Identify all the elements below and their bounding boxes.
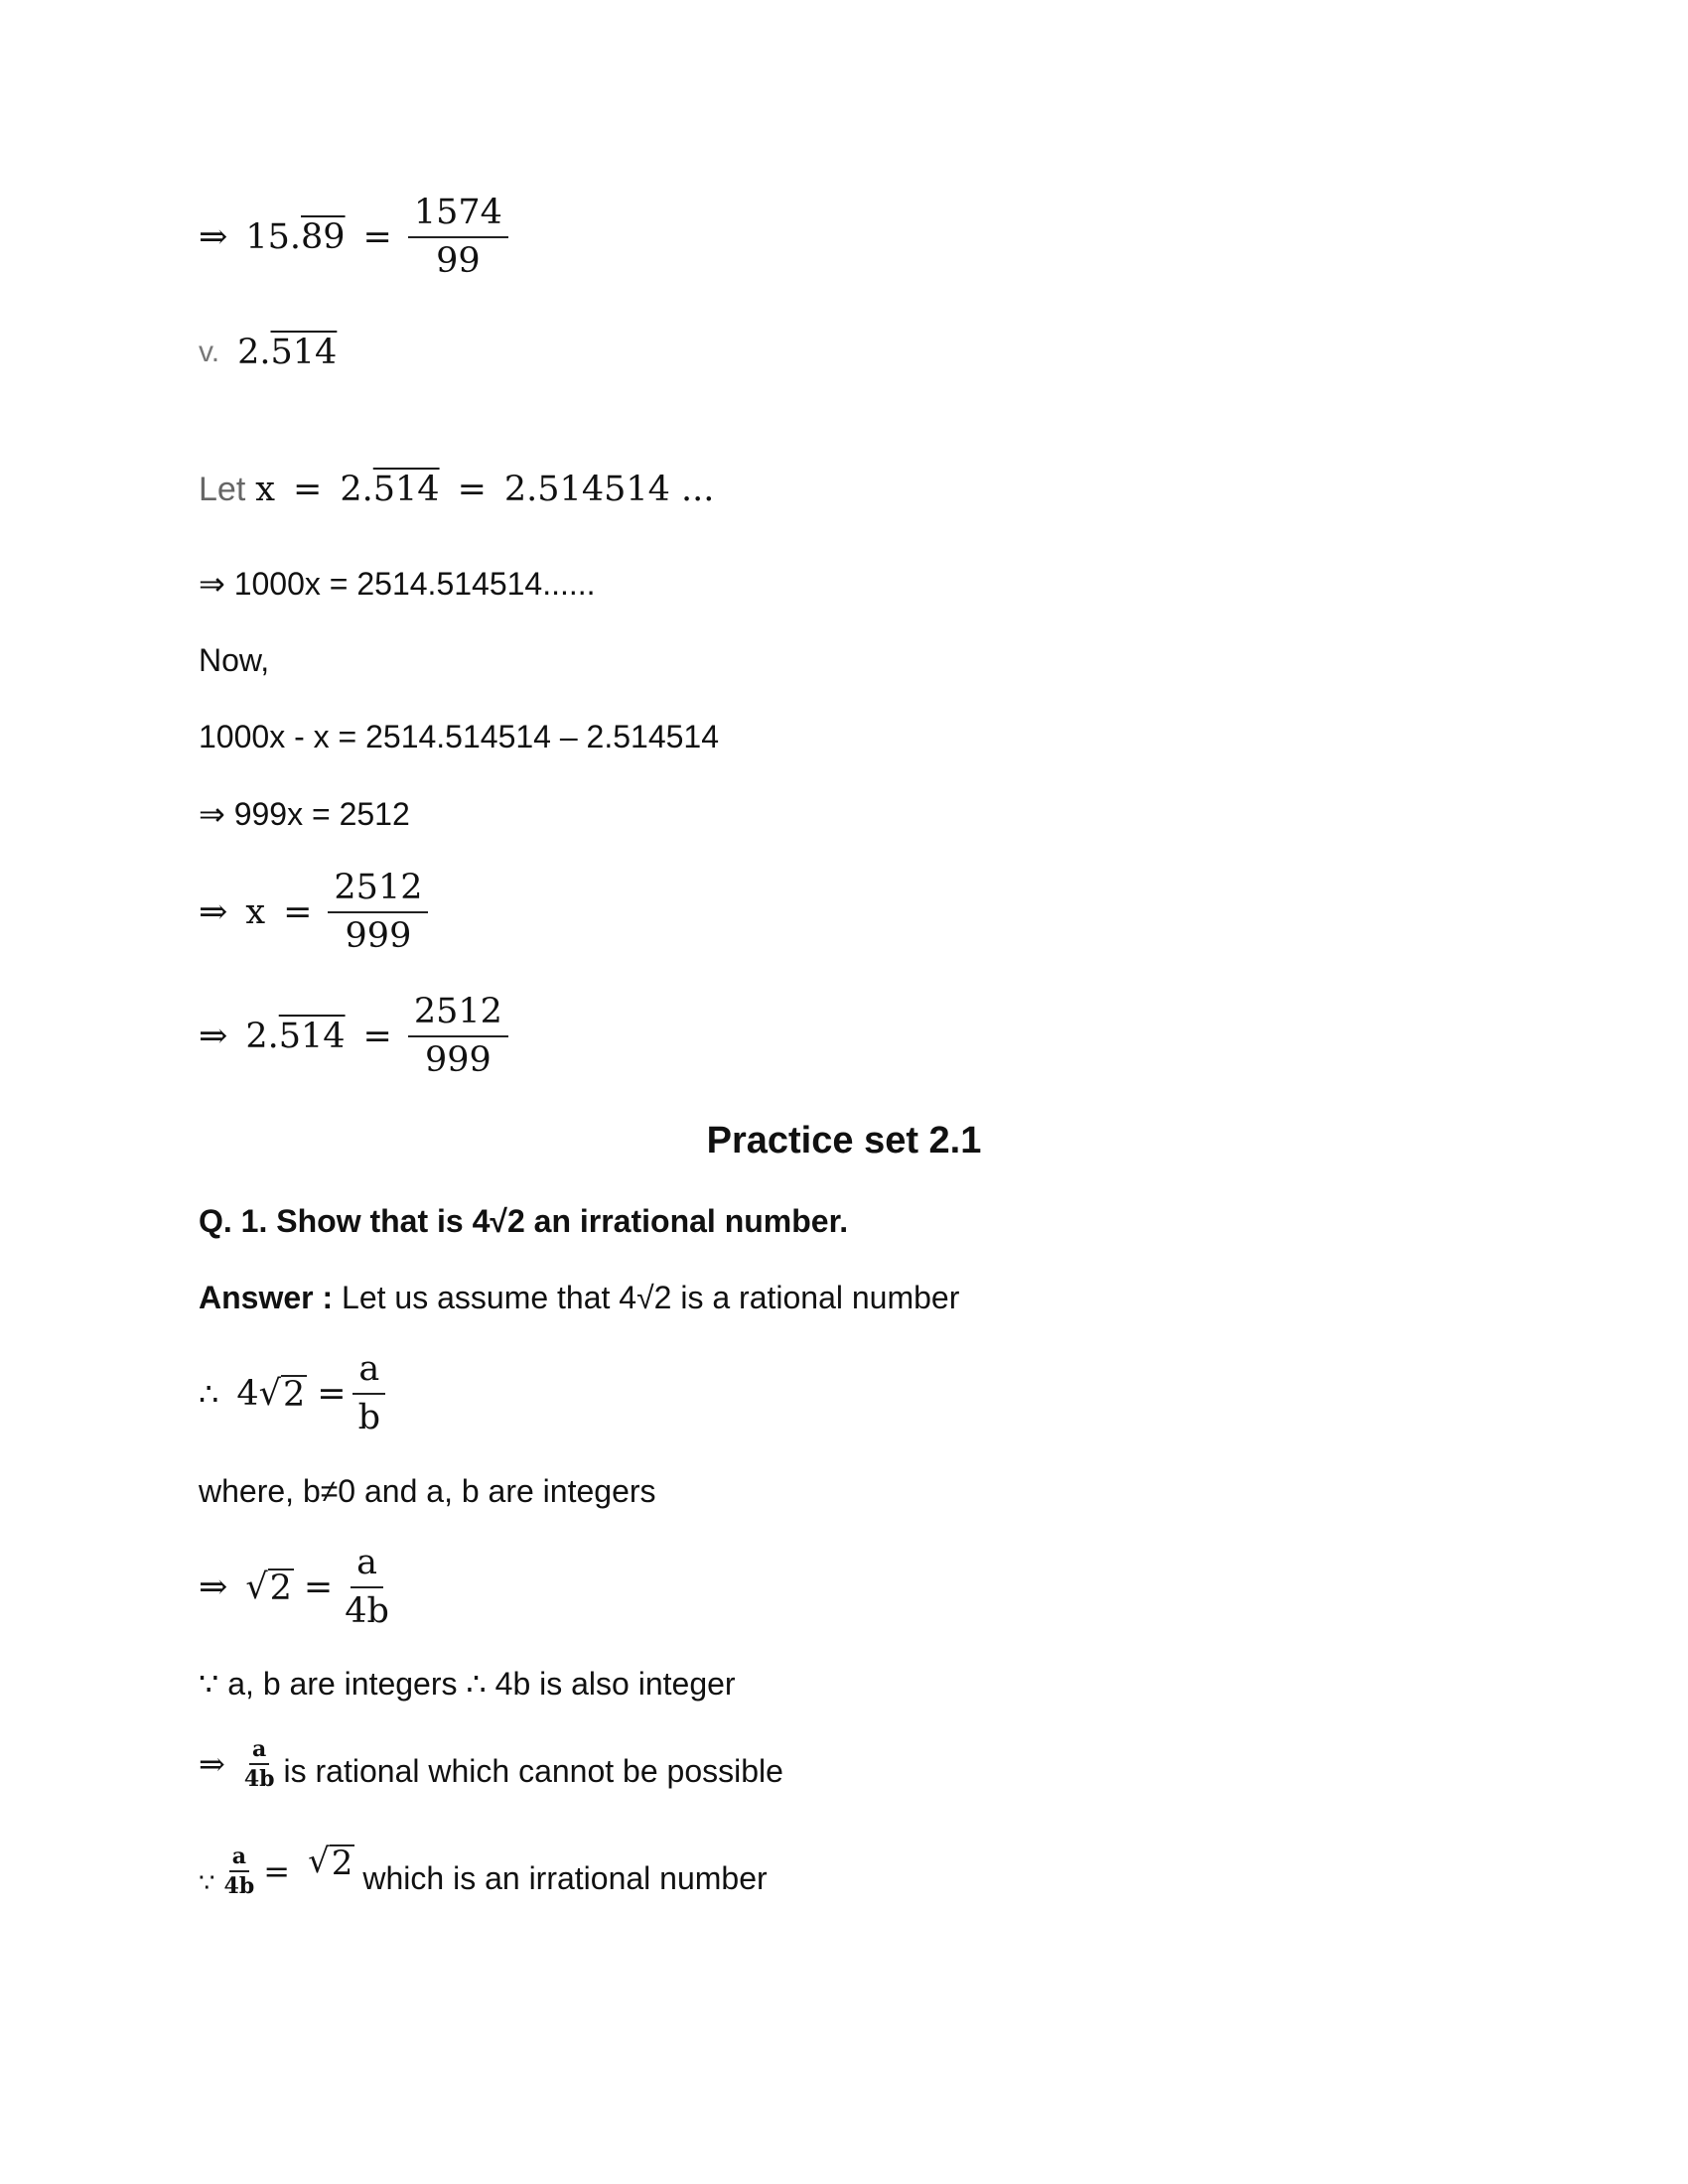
practice-set-heading: Practice set 2.1 xyxy=(706,1120,982,1161)
repeating-digits: 514 xyxy=(270,333,338,372)
implies-arrow: ⇒ xyxy=(199,1567,228,1607)
implies-arrow: ⇒ xyxy=(199,1745,225,1784)
fraction xyxy=(352,1350,386,1436)
denominator: 999 xyxy=(425,1039,492,1080)
fraction xyxy=(328,869,428,955)
step-irrational xyxy=(199,1844,768,1898)
now-text: Now, xyxy=(199,642,270,678)
step-4root2 xyxy=(199,1350,392,1436)
fraction xyxy=(221,1844,258,1898)
since-text: ∵ a, b are integers ∴ 4b is also integer xyxy=(199,1666,736,1702)
denominator: 4b xyxy=(243,1766,275,1793)
integer-part: 2. xyxy=(245,1016,279,1056)
equation-x xyxy=(199,869,434,955)
equals-sign: = xyxy=(263,1852,291,1891)
answer-label: Answer : xyxy=(199,1280,334,1315)
implies-arrow: ⇒ xyxy=(199,891,228,932)
variable-x: x xyxy=(255,470,276,509)
radical-sign: √ xyxy=(258,1373,281,1414)
integer-part: 2. xyxy=(237,333,271,372)
step-999x: ⇒ 999x = 2512 xyxy=(199,796,410,832)
equation-result xyxy=(199,993,514,1079)
let-word: Let xyxy=(199,470,246,508)
fraction xyxy=(339,1544,395,1630)
fraction xyxy=(408,993,508,1079)
equation-15-89 xyxy=(199,194,514,280)
radical-sign: √ xyxy=(245,1567,268,1607)
step-root2 xyxy=(199,1544,401,1630)
equals-sign: = xyxy=(293,470,323,509)
integer-part: 2. xyxy=(340,470,373,509)
where-text: where, b≠0 and a, b are integers xyxy=(199,1473,656,1509)
implies-arrow: ⇒ xyxy=(199,1016,228,1056)
equals-sign: = xyxy=(303,1567,334,1607)
denominator: b xyxy=(357,1397,380,1437)
radicand: 2 xyxy=(269,1568,292,1608)
radicand: 2 xyxy=(331,1843,353,1883)
radical-sign: √ xyxy=(308,1842,330,1882)
expanded-value: 2.514514 ... xyxy=(503,470,715,509)
denominator: 999 xyxy=(345,915,412,956)
equals-sign: = xyxy=(317,1373,347,1414)
denominator: 4b xyxy=(223,1873,255,1900)
denominator: 4b xyxy=(345,1590,389,1631)
equals-sign: = xyxy=(362,216,392,257)
subtraction-step: 1000x - x = 2514.514514 – 2.514514 xyxy=(199,719,719,754)
question-1: Q. 1. Show that is 4√2 an irrational number. xyxy=(199,1203,849,1239)
fraction xyxy=(408,194,508,280)
equals-sign: = xyxy=(283,891,313,932)
step-rational xyxy=(199,1737,783,1791)
roman-numeral: v. xyxy=(199,336,220,368)
numerator: 2512 xyxy=(328,869,428,913)
therefore-symbol: ∴ xyxy=(199,1374,219,1413)
numerator: 1574 xyxy=(408,194,508,238)
numerator: a xyxy=(351,1544,383,1588)
implies-arrow: ⇒ xyxy=(199,216,228,257)
coefficient: 4 xyxy=(236,1373,259,1414)
rational-text: is rational which cannot be possible xyxy=(283,1753,783,1790)
numerator: a xyxy=(352,1350,385,1395)
equals-sign-2: = xyxy=(457,470,487,509)
integer-part: 15. xyxy=(245,216,301,257)
numerator: a xyxy=(229,1844,249,1872)
square-root xyxy=(259,1374,308,1414)
let-statement xyxy=(199,470,714,509)
variable-x: x xyxy=(245,891,266,932)
answer-line xyxy=(199,1278,959,1317)
repeating-digits: 514 xyxy=(278,1016,346,1056)
step-1000x: ⇒ 1000x = 2514.514514...... xyxy=(199,566,596,602)
irrational-text: which is an irrational number xyxy=(362,1860,768,1897)
fraction xyxy=(241,1737,278,1791)
denominator: 99 xyxy=(436,240,481,281)
because-symbol: ∵ xyxy=(199,1868,215,1899)
square-root xyxy=(308,1842,354,1881)
numerator: a xyxy=(249,1737,269,1765)
answer-text: Let us assume that 4√2 is a rational number xyxy=(333,1280,960,1315)
square-root xyxy=(245,1568,294,1607)
radicand: 2 xyxy=(282,1374,306,1415)
repeating-digits: 89 xyxy=(301,216,346,257)
numerator: 2512 xyxy=(408,993,508,1037)
equals-sign: = xyxy=(362,1016,392,1056)
repeating-digits: 514 xyxy=(372,470,440,509)
item-v xyxy=(199,333,337,372)
